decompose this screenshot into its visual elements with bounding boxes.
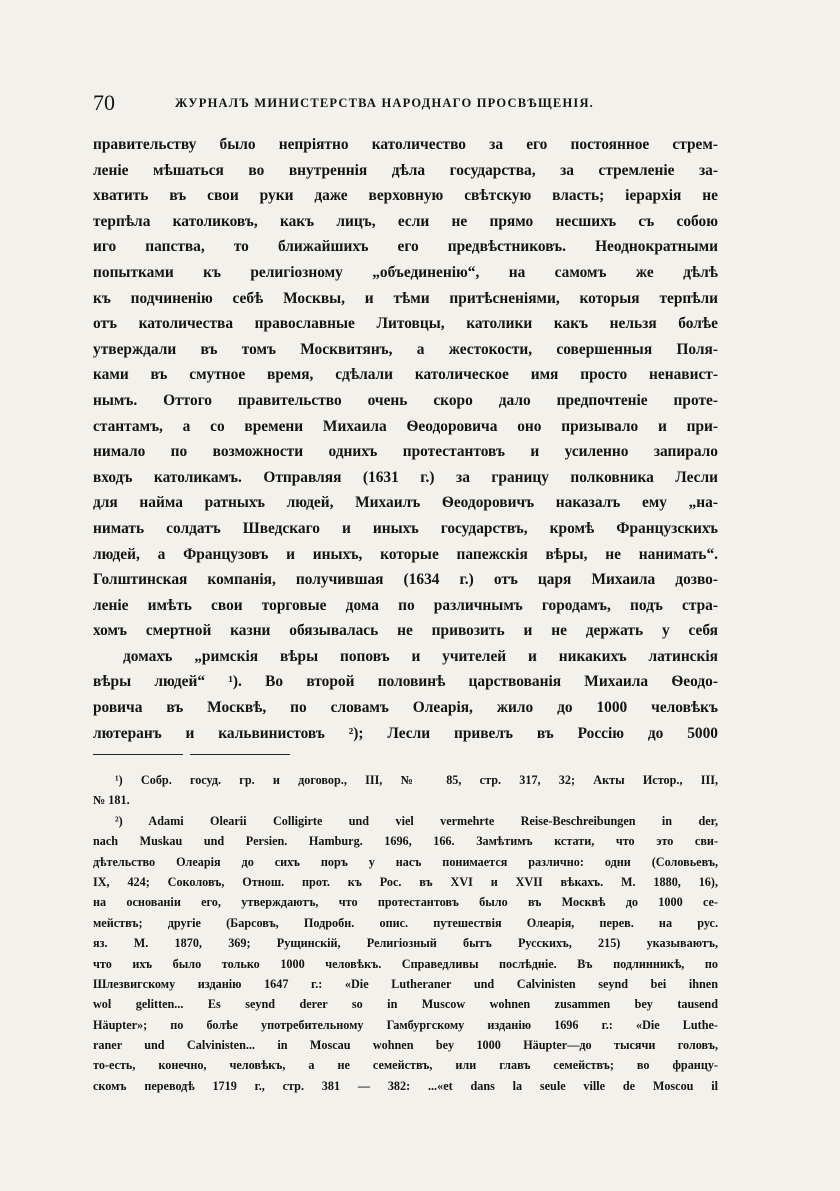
body-line: нимать солдатъ Шведскаго и иныхъ государствъ, кромѣ Французскихъ xyxy=(93,519,718,537)
body-line: лютеранъ и кальвинистовъ ²); Лесли привелъ въ Россію до 5000 xyxy=(93,724,718,742)
page-number: 70 xyxy=(93,90,115,115)
body-line: терпѣла католиковъ, какъ лицъ, если не прямо несшихъ съ собою xyxy=(93,212,718,230)
footnote-line: № 181. xyxy=(93,793,130,808)
body-line: вѣры людей“ ¹). Во второй половинѣ царствованія Михаила Ѳеодо- xyxy=(93,673,718,691)
footnote-separator xyxy=(93,754,183,755)
footnote-line: что ихъ было только 1000 человѣкъ. Справедливы послѣдніе. Въ подлинникѣ, по xyxy=(93,956,718,971)
body-line: хомъ смертной казни обязывалась не привозить и не держать у себя xyxy=(93,622,718,640)
body-line: отъ католичества православные Литовцы, католики какъ нельзя болѣе xyxy=(93,315,718,333)
body-line: хватить въ свои руки даже верховную свѣтскую власть; іерархія не xyxy=(93,187,718,205)
footnote-line: дѣтельство Олеарія до сихъ поръ у насъ понимается различно: одни (Соловьевъ, xyxy=(93,854,718,869)
running-title: ЖУРНАЛЪ МИНИСТЕРСТВА НАРОДНАГО ПРОСВѢЩЕНІЯ. xyxy=(175,96,594,110)
body-line: нымъ. Оттого правительство очень скоро дало предпочтеніе проте- xyxy=(93,391,718,409)
footnote-line: Шлезвигскому изданію 1647 г.: «Die Lutheraner und Calvinisten seynd bei ihnen xyxy=(93,976,718,991)
footnote-line: Häupter»; по болѣе употребительному Гамбургскому изданію 1696 г.: «Die Luthe- xyxy=(93,1017,718,1032)
body-line: попытками къ религіозному „объединенію“, на самомъ же дѣлѣ xyxy=(93,263,718,281)
footnote-separator xyxy=(190,754,290,755)
body-line: Голштинская компанія, получившая (1634 г.) отъ царя Михаила дозво- xyxy=(93,571,718,589)
body-line: стантамъ, а со времени Михаила Ѳеодоровича оно призывало и при- xyxy=(93,417,718,435)
footnote-line: nach Muskau und Persien. Hamburg. 1696, 166. Замѣтимъ кстати, что это сви- xyxy=(93,834,718,849)
body-line: для найма ратныхъ людей, Михаилъ Ѳеодоровичъ наказалъ ему „на- xyxy=(93,494,718,512)
body-line: ровича въ Москвѣ, по словамъ Олеарія, жило до 1000 человѣкъ xyxy=(93,699,718,717)
footnote-line: IX, 424; Соколовъ, Отнош. прот. къ Рос. въ XVI и XVII вѣкахъ. М. 1880, 16), xyxy=(93,874,718,889)
footnote-line: wol gelitten... Es seynd derer so in Muscow wohnen zusammen bey tausend xyxy=(93,997,718,1012)
footnote-line: на основаніи его, утверждаютъ, что протестантовъ было въ Москвѣ до 1000 се- xyxy=(93,895,718,910)
footnote-line: скомъ переводѣ 1719 г., стр. 381 — 382: ...«et dans la seule ville de Moscou il xyxy=(93,1078,718,1093)
page-header xyxy=(93,90,718,114)
footnotes xyxy=(93,770,718,1096)
body-line: домахъ „римскія вѣры поповъ и учителей и никакихъ латинскія xyxy=(123,647,718,665)
footnote-line: то-есть, конечно, человѣкъ, а не семействъ, или главъ семействъ; во францу- xyxy=(93,1058,718,1073)
body-line: нимало по возможности однихъ протестантовъ и усиленно запирало xyxy=(93,443,718,461)
body-line: утверждали въ томъ Москвитянъ, а жестокости, совершенныя Поля- xyxy=(93,340,718,358)
body-line: леніе мѣшаться во внутреннія дѣла государства, за стремленіе за- xyxy=(93,161,718,179)
footnote-line: яз. М. 1870, 369; Рущинскій, Религіозный бытъ Русскихъ, 215) указываютъ, xyxy=(93,936,718,951)
body-line: иго папства, то ближайшихъ его предвѣстниковъ. Неоднократными xyxy=(93,238,718,256)
body-line: людей, а Французовъ и иныхъ, которые папежскія вѣры, не нанимать“. xyxy=(93,545,718,563)
footnote-line: ¹) Собр. госуд. гр. и договор., III, № 85, стр. 317, 32; Акты Истор., III, xyxy=(115,773,718,787)
footnote-line: raner und Calvinisten... in Moscau wohnen bey 1000 Häupter—до тысячи головъ, xyxy=(93,1038,718,1053)
body-line: правительству было непріятно католичество за его постоянное стрем- xyxy=(93,136,718,153)
body-text xyxy=(93,132,718,746)
body-line: ками въ смутное время, сдѣлали католическое имя просто ненавист- xyxy=(93,366,718,384)
body-line: входъ католикамъ. Отправляя (1631 г.) за границу полковника Лесли xyxy=(93,468,718,486)
body-line: леніе имѣть свои торговые дома по различнымъ городамъ, подъ стра- xyxy=(93,596,718,614)
footnote-line: мействъ; другіе (Барсовъ, Подробн. опис. путешествія Олеарія, перев. на рус. xyxy=(93,915,718,930)
footnote-line: ²) Adami Olearii Colligirte und viel vermehrte Reise-Beschreibungen in der, xyxy=(115,813,718,828)
body-line: къ подчиненію себѣ Москвы, и тѣми притѣсненіями, которыя терпѣли xyxy=(93,289,718,307)
